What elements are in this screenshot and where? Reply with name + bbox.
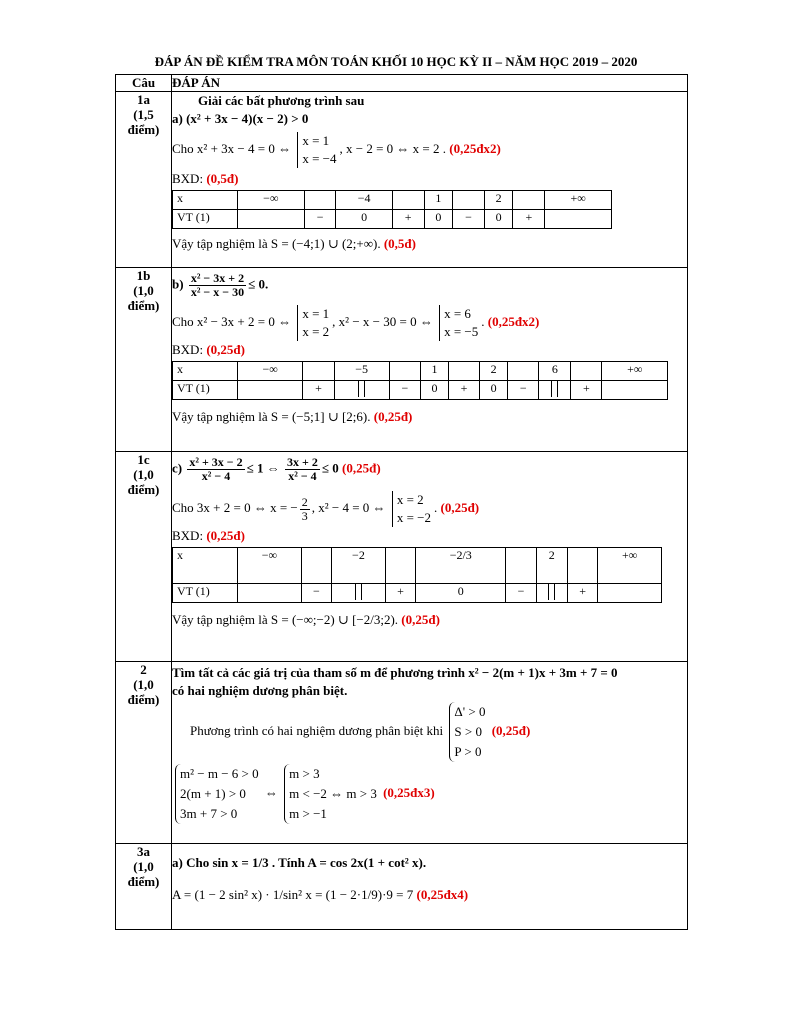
sign-table: x −∞ −2 −2/3 2 +∞ VT (1) − + 0 − +: [172, 547, 662, 603]
problem-text: a) Cho sin x = 1/3 . Tính A = cos 2x(1 + cot² x).: [172, 855, 427, 870]
question-label: 3a (1,0 điểm): [116, 844, 172, 930]
table-row: [116, 92, 688, 268]
table-row: [116, 452, 688, 662]
page-title: ĐÁP ÁN ĐỀ KIỂM TRA MÔN TOÁN KHỐI 10 HỌC KỲ II – NĂM HỌC 2019 – 2020: [154, 54, 638, 69]
table-row: [116, 662, 688, 844]
problem-text: Tìm tất cả các giá trị của tham số m để phương trình x² − 2(m + 1)x + 3m + 7 = 0: [172, 665, 618, 680]
question-label: 2 (1,0 điểm): [116, 662, 172, 844]
question-label: 1a (1,5 điểm): [116, 92, 172, 268]
answer-cell: [172, 844, 688, 930]
result-line: Vậy tập nghiệm là S = (−5;1] ∪ [2;6). (0,25đ): [172, 409, 413, 424]
answer-cell: Giải các bất phương trình sau a) (x² + 3x − 4)(x − 2) > 0 Cho x² + 3x − 4 = 0 ⇔ x = 1 x = −4 , x − 2 = 0 ⇔ x = 2 . (0,25đx2) BXD: (0,5đ) x −∞ −4 1 2 +∞ VT (1) − 0 + 0 − 0 + Vậy tập nghiệm là S = (−4;1) ∪ (2;+∞). (0,5đ): [172, 92, 688, 268]
answer-table: [115, 74, 688, 930]
answer-cell: c) $\frac{\text{x² + 3x − 2}}{\text{x² − 4}}$ ≤ 1 ⇔ $\frac{3x + 2}{\text{x² − 4}}$ ≤ 0 (0,25đ) Cho 3x + 2 = 0 ⇔ x = − $\frac{2}{3}$ , x² − 4 = 0 ⇔ x = 2 x = −2 . (0,25đ) BXD: (0,25đ) x −∞ −2 −2/3 2 +∞ VT (1) − + 0 − + Vậy tập nghiệm là S = (−∞;−2) ∪ [−2/3;2). (0,25đ): [172, 452, 688, 662]
problem-text: c) $\frac{\text{x² + 3x − 2}}{\text{x² − 4}}$ ≤ 1 ⇔ $\frac{3x + 2}{\text{x² − 4}}$ ≤ 0 (0,25đ): [172, 455, 381, 483]
answer-cell: b) $\frac{\text{x² − 3x + 2}}{\text{x² − x − 30}}$ ≤ 0. Cho x² − 3x + 2 = 0 ⇔ x = 1 x = 2 , x² − x − 30 = 0 ⇔ x = 6 x = −5 . (0,25đx2) BXD: (0,25đ) x −∞ −5 1 2 6 +∞ VT (1) + − 0 + 0 − + Vậy tập nghiệm là S = (−5;1] ∪ [2;6). (0,25đ): [172, 268, 688, 452]
roots-line: Cho 3x + 2 = 0 ⇔ x = − $\frac{2}{3}$ , x² − 4 = 0 ⇔ x = 2 x = −2 . (0,25đ): [172, 492, 480, 525]
result-line: Vậy tập nghiệm là S = (−4;1) ∪ (2;+∞). (0,5đ): [172, 236, 416, 251]
problem-text: a) (x² + 3x − 4)(x − 2) > 0: [172, 111, 309, 126]
sign-table: x −∞ −5 1 2 6 +∞ VT (1) + − 0 + 0 − +: [172, 361, 668, 400]
intro-text: Giải các bất phương trình sau: [198, 93, 365, 108]
question-label: 1b (1,0 điểm): [116, 268, 172, 452]
system-line: m² − m − 6 > 0 2(m + 1) > 0 3m + 7 > 0 ⇔ m > 3 m < −2 ⇔ m > 3 m > −1 (0,25đx3): [172, 764, 687, 824]
condition-line: Phương trình có hai nghiệm dương phân biệt khi Δ' > 0 S > 0 P > 0 (0,25đ): [172, 702, 687, 762]
header-dap-an: ĐÁP ÁN: [172, 75, 688, 92]
solution-line: A = (1 − 2 sin² x) · 1/sin² x = (1 − 2·1/9)·9 = 7 (0,25đx4): [172, 887, 469, 902]
roots-line: Cho x² + 3x − 4 = 0 ⇔ x = 1 x = −4 , x − 2 = 0 ⇔ x = 2 . (0,25đx2): [172, 133, 501, 166]
header-cau: Câu: [116, 75, 172, 92]
question-label: 1c (1,0 điểm): [116, 452, 172, 662]
table-row: [116, 268, 688, 452]
result-line: Vậy tập nghiệm là S = (−∞;−2) ∪ [−2/3;2). (0,25đ): [172, 612, 440, 627]
sign-table: x −∞ −4 1 2 +∞ VT (1) − 0 + 0 − 0 +: [172, 190, 612, 229]
table-header: [116, 75, 688, 92]
roots-line: Cho x² − 3x + 2 = 0 ⇔ x = 1 x = 2 , x² − x − 30 = 0 ⇔ x = 6 x = −5 . (0,25đx2): [172, 306, 540, 339]
answer-cell: Tìm tất cả các giá trị của tham số m để phương trình x² − 2(m + 1)x + 3m + 7 = 0 có hai nghiệm dương phân biệt. Phương trình có hai nghiệm dương phân biệt khi Δ' > 0 S > 0 P > 0 (0,25đ) m² − m − 6 > 0 2(m + 1) > 0 3m + 7 > 0 ⇔ m > 3 m < −2 ⇔ m > 3 m > −1 (0,25đx3): [172, 662, 688, 844]
problem-text: b) $\frac{\text{x² − 3x + 2}}{\text{x² − x − 30}}$ ≤ 0.: [172, 271, 269, 299]
table-row: [116, 844, 688, 930]
